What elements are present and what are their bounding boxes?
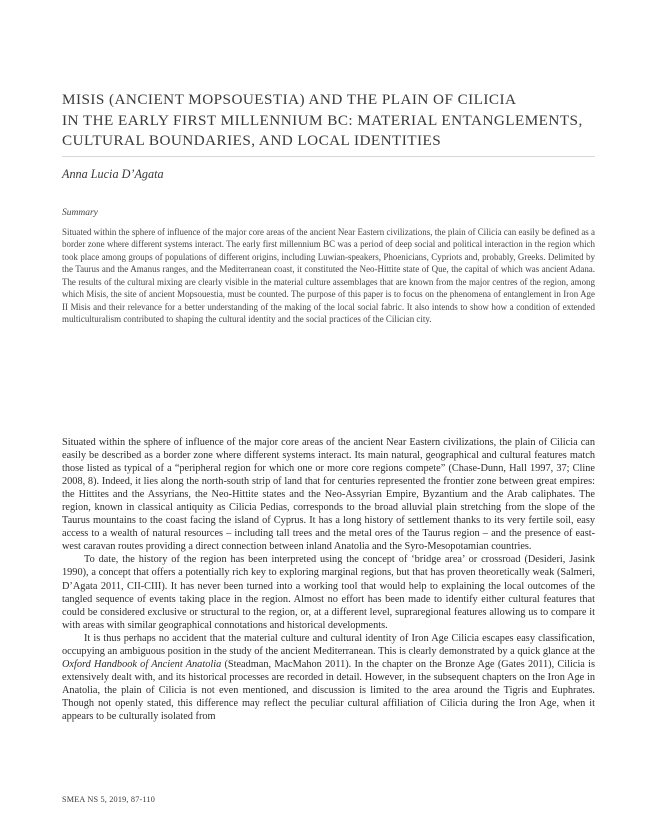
summary-paragraph: Situated within the sphere of influence of the major core areas of the ancient Near Eastern civilizations, the plain of Cilicia can easily be defined as a border zone where different systems interact. The early first millennium BC was a period of deep social and political interaction in the region which took place among groups of populations of different origins, including Luwian-speakers, Phoenicians, Cypriots and, probably, Greeks. Delimited by the Taurus and the Amanus ranges, and the Mediterranean coast, it constituted the Neo-Hittite state of Que, the capital of which was ancient Adana. The results of the cultural mixing are clearly visible in the material culture assemblages that are known from the major centres of the region, among which Misis, the site of ancient Mopsouestia, must be counted. The purpose of this paper is to focus on the phenomena of entanglement in Iron Age II Misis and their relevance for a better understanding of the making of the local social fabric. It also intends to show how a condition of extended multiculturalism contributed to shaping the cultural identity and the social practices of the Cilician city. bbox=[62, 227, 595, 325]
article-body bbox=[62, 436, 595, 723]
body-paragraph bbox=[62, 632, 595, 723]
cited-book-title: Oxford Handbook of Ancient Anatolia bbox=[62, 658, 222, 670]
author-name: Anna Lucia D’Agata bbox=[62, 167, 164, 181]
body-paragraph: Situated within the sphere of influence of the major core areas of the ancient Near Eastern civilizations, the plain of Cilicia can easily be described as a border zone where different systems interact. Its main natural, geographical and cultural features match those listed as typical of a “peripheral region for which one or more core regions compete” (Chase-Dunn, Hall 1997, 37; Cline 2008, 8). Indeed, it lies along the north-south strip of land that for centuries represented the frontier zone between great empires: the Hittites and the Assyrians, the Neo-Hittite states and the Neo-Assyrian Empire, Byzantium and the Arab caliphates. The region, known in classical antiquity as Cilicia Pedias, corresponds to the broad alluvial plain stretching from the slope of the Taurus mountains to the coast facing the island of Cyprus. It has a long history of settlement thanks to its very fertile soil, easy access to a wealth of natural resources – including tall trees and the metal ores of the Taurus region – and the presence of east-west caravan routes providing a direct connection between inland Anatolia and the Syro-Mesopotamian countries. bbox=[62, 437, 595, 553]
body-text: (Steadman, MacMahon 2011). In the chapter on the Bronze Age (Gates 2011), Cilicia is extensively dealt with, and its historical processes are recorded in detail. However, in the subsequent chapters on the Iron Age in Anatolia, the plain of Cilicia is not even mentioned, and discussion is limited to the area around the Tigris and Euphrates. Though not openly stated, this difference may reflect the peculiar cultural affiliation of Cilicia during the Iron Age, when it appears to be culturally isolated from bbox=[62, 658, 595, 722]
title-line: IN THE EARLY FIRST MILLENNIUM BC: MATERIAL ENTANGLEMENTS, bbox=[62, 111, 583, 129]
title-line: CULTURAL BOUNDARIES, AND LOCAL IDENTITIES bbox=[62, 132, 442, 149]
body-paragraph: To date, the history of the region has been interpreted using the concept of ‘bridge area’ or crossroad (Desideri, Jasink 1990), a concept that offers a potentially rich key to exploring marginal regions, but that has proven theoretically weak (Salmeri, D’Agata 2011, CII-CIII). It has never been turned into a working tool that would help to explaining the local outcomes of the tangled sequence of events taking place in the region. Almost no effort has been made to identify either cultural features that could be considered exclusive or structural to the region, or, at a different level, supraregional features allowing us to compare it with areas with similar geographical connotations and historical developments. bbox=[62, 554, 595, 631]
summary-heading: Summary bbox=[62, 208, 98, 218]
body-text: It is thus perhaps no accident that the material culture and cultural identity of Iron Age Cilicia escapes easy classification, occupying an ambiguous position in the study of the ancient Mediterranean. This is clearly demonstrated by a quick glance at the bbox=[62, 632, 595, 657]
journal-citation-footer: SMEA NS 5, 2019, 87-110 bbox=[62, 795, 156, 804]
title-divider bbox=[62, 156, 595, 157]
title-line: MISIS (ANCIENT MOPSOUESTIA) AND THE PLAIN OF CILICIA bbox=[62, 91, 517, 108]
article-title bbox=[62, 90, 595, 152]
